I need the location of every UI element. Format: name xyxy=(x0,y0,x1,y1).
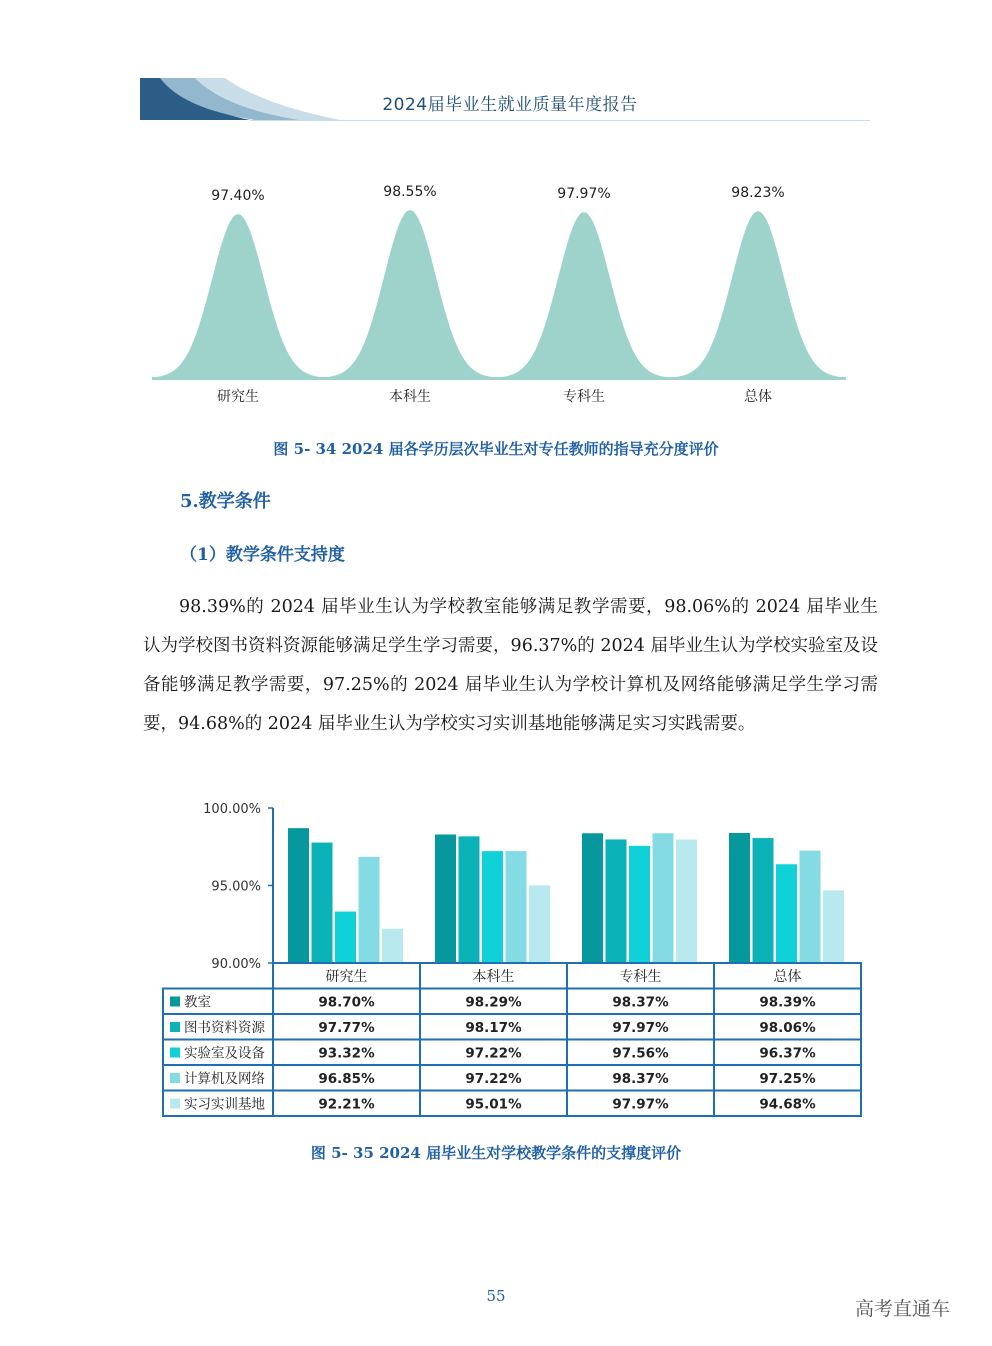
table-value: 96.85% xyxy=(318,1071,375,1087)
table-value: 98.29% xyxy=(465,994,522,1011)
bell-shape xyxy=(152,214,324,377)
bar xyxy=(606,839,627,963)
section-heading: 5.教学条件 xyxy=(180,491,271,512)
table-value: 98.70% xyxy=(318,994,375,1011)
table-value: 97.25% xyxy=(759,1071,816,1087)
figure1-caption: 图 5- 34 2024 届各学历层次毕业生对专任教师的指导充分度评价 xyxy=(273,440,719,458)
table-value: 98.17% xyxy=(465,1020,522,1036)
header-title: 2024届毕业生就业质量年度报告 xyxy=(382,95,638,115)
bell-value-label: 97.97% xyxy=(557,186,611,203)
legend-label: 计算机及网络 xyxy=(184,1071,265,1087)
table-value: 97.97% xyxy=(612,1020,669,1036)
bell-value-label: 98.23% xyxy=(731,185,785,202)
table-value: 92.21% xyxy=(318,1096,375,1113)
legend-label: 实验室及设备 xyxy=(184,1045,265,1062)
bar xyxy=(676,839,697,963)
bar xyxy=(382,929,403,963)
legend-label: 教室 xyxy=(184,994,211,1011)
bar xyxy=(582,833,603,963)
bar xyxy=(359,857,380,963)
legend-swatch xyxy=(170,1022,180,1032)
legend-label: 图书资料资源 xyxy=(184,1020,265,1036)
table-value: 98.37% xyxy=(612,994,669,1011)
table-value: 97.77% xyxy=(318,1020,375,1036)
table-value: 98.06% xyxy=(759,1020,816,1036)
bar xyxy=(506,851,527,963)
subsection-heading: （1）教学条件支持度 xyxy=(180,545,345,565)
table-value: 97.97% xyxy=(612,1096,669,1113)
body-paragraph: 98.39%的 2024 届毕业生认为学校教室能够满足教学需要，98.06%的 2024 届毕业生认为学校图书资料资源能够满足学生学习需要，96.37%的 2024 届毕业生认为学校实验室及设备能够满足教学需要，97.25%的 2024 届毕业生认为学校计算机及网络能够满足学生学习需要，94.68%的 2024 届毕业生认为学校实习实训基地能够满足实习实践需要。 xyxy=(143,597,878,734)
bar xyxy=(288,828,309,963)
watermark: 高考直通车 xyxy=(855,1298,951,1320)
table-value: 94.68% xyxy=(759,1096,816,1113)
bell-category-label: 本科生 xyxy=(389,389,431,405)
bar xyxy=(729,833,750,963)
table-value: 96.37% xyxy=(759,1045,816,1062)
legend-swatch xyxy=(170,997,180,1007)
header-decoration xyxy=(0,0,992,140)
table-value: 97.22% xyxy=(465,1071,522,1087)
y-tick-label: 90.00% xyxy=(211,957,261,972)
table-value: 97.22% xyxy=(465,1045,522,1062)
legend-swatch xyxy=(170,1099,180,1109)
figure2-caption: 图 5- 35 2024 届毕业生对学校教学条件的支撑度评价 xyxy=(310,1144,682,1162)
bar-chart-with-table xyxy=(158,797,868,1117)
bell-chart xyxy=(140,170,860,415)
bar xyxy=(482,851,503,963)
bar xyxy=(653,833,674,963)
bell-shape xyxy=(498,212,670,377)
table-value: 97.56% xyxy=(612,1045,669,1062)
y-tick-label: 95.00% xyxy=(211,879,261,895)
table-value: 98.37% xyxy=(612,1071,669,1087)
table-value: 98.39% xyxy=(759,994,816,1011)
bell-category-label: 总体 xyxy=(744,389,772,405)
page-number: 55 xyxy=(486,1287,506,1305)
bar xyxy=(435,835,456,963)
bar xyxy=(459,836,480,963)
bell-category-label: 研究生 xyxy=(217,389,259,405)
table-category-label: 总体 xyxy=(773,969,802,985)
bar xyxy=(823,890,844,963)
bell-value-label: 98.55% xyxy=(383,183,437,200)
legend-swatch xyxy=(170,1048,180,1058)
y-tick-label: 100.00% xyxy=(203,802,261,817)
table-value: 93.32% xyxy=(318,1045,375,1062)
bell-value-label: 97.40% xyxy=(211,188,265,204)
bar xyxy=(753,838,774,963)
bell-category-label: 专科生 xyxy=(563,389,605,405)
legend-label: 实习实训基地 xyxy=(184,1096,265,1113)
table-value: 95.01% xyxy=(465,1096,522,1113)
legend-swatch xyxy=(170,1073,180,1083)
bar xyxy=(335,912,356,963)
bar xyxy=(312,843,333,963)
bar xyxy=(629,846,650,963)
bar xyxy=(776,864,797,963)
table-category-label: 本科生 xyxy=(472,969,515,985)
bar xyxy=(800,851,821,963)
bell-shape xyxy=(324,210,496,377)
bar xyxy=(529,885,550,963)
table-category-label: 研究生 xyxy=(325,969,368,985)
table-category-label: 专科生 xyxy=(619,969,662,985)
bell-shape xyxy=(672,211,844,377)
